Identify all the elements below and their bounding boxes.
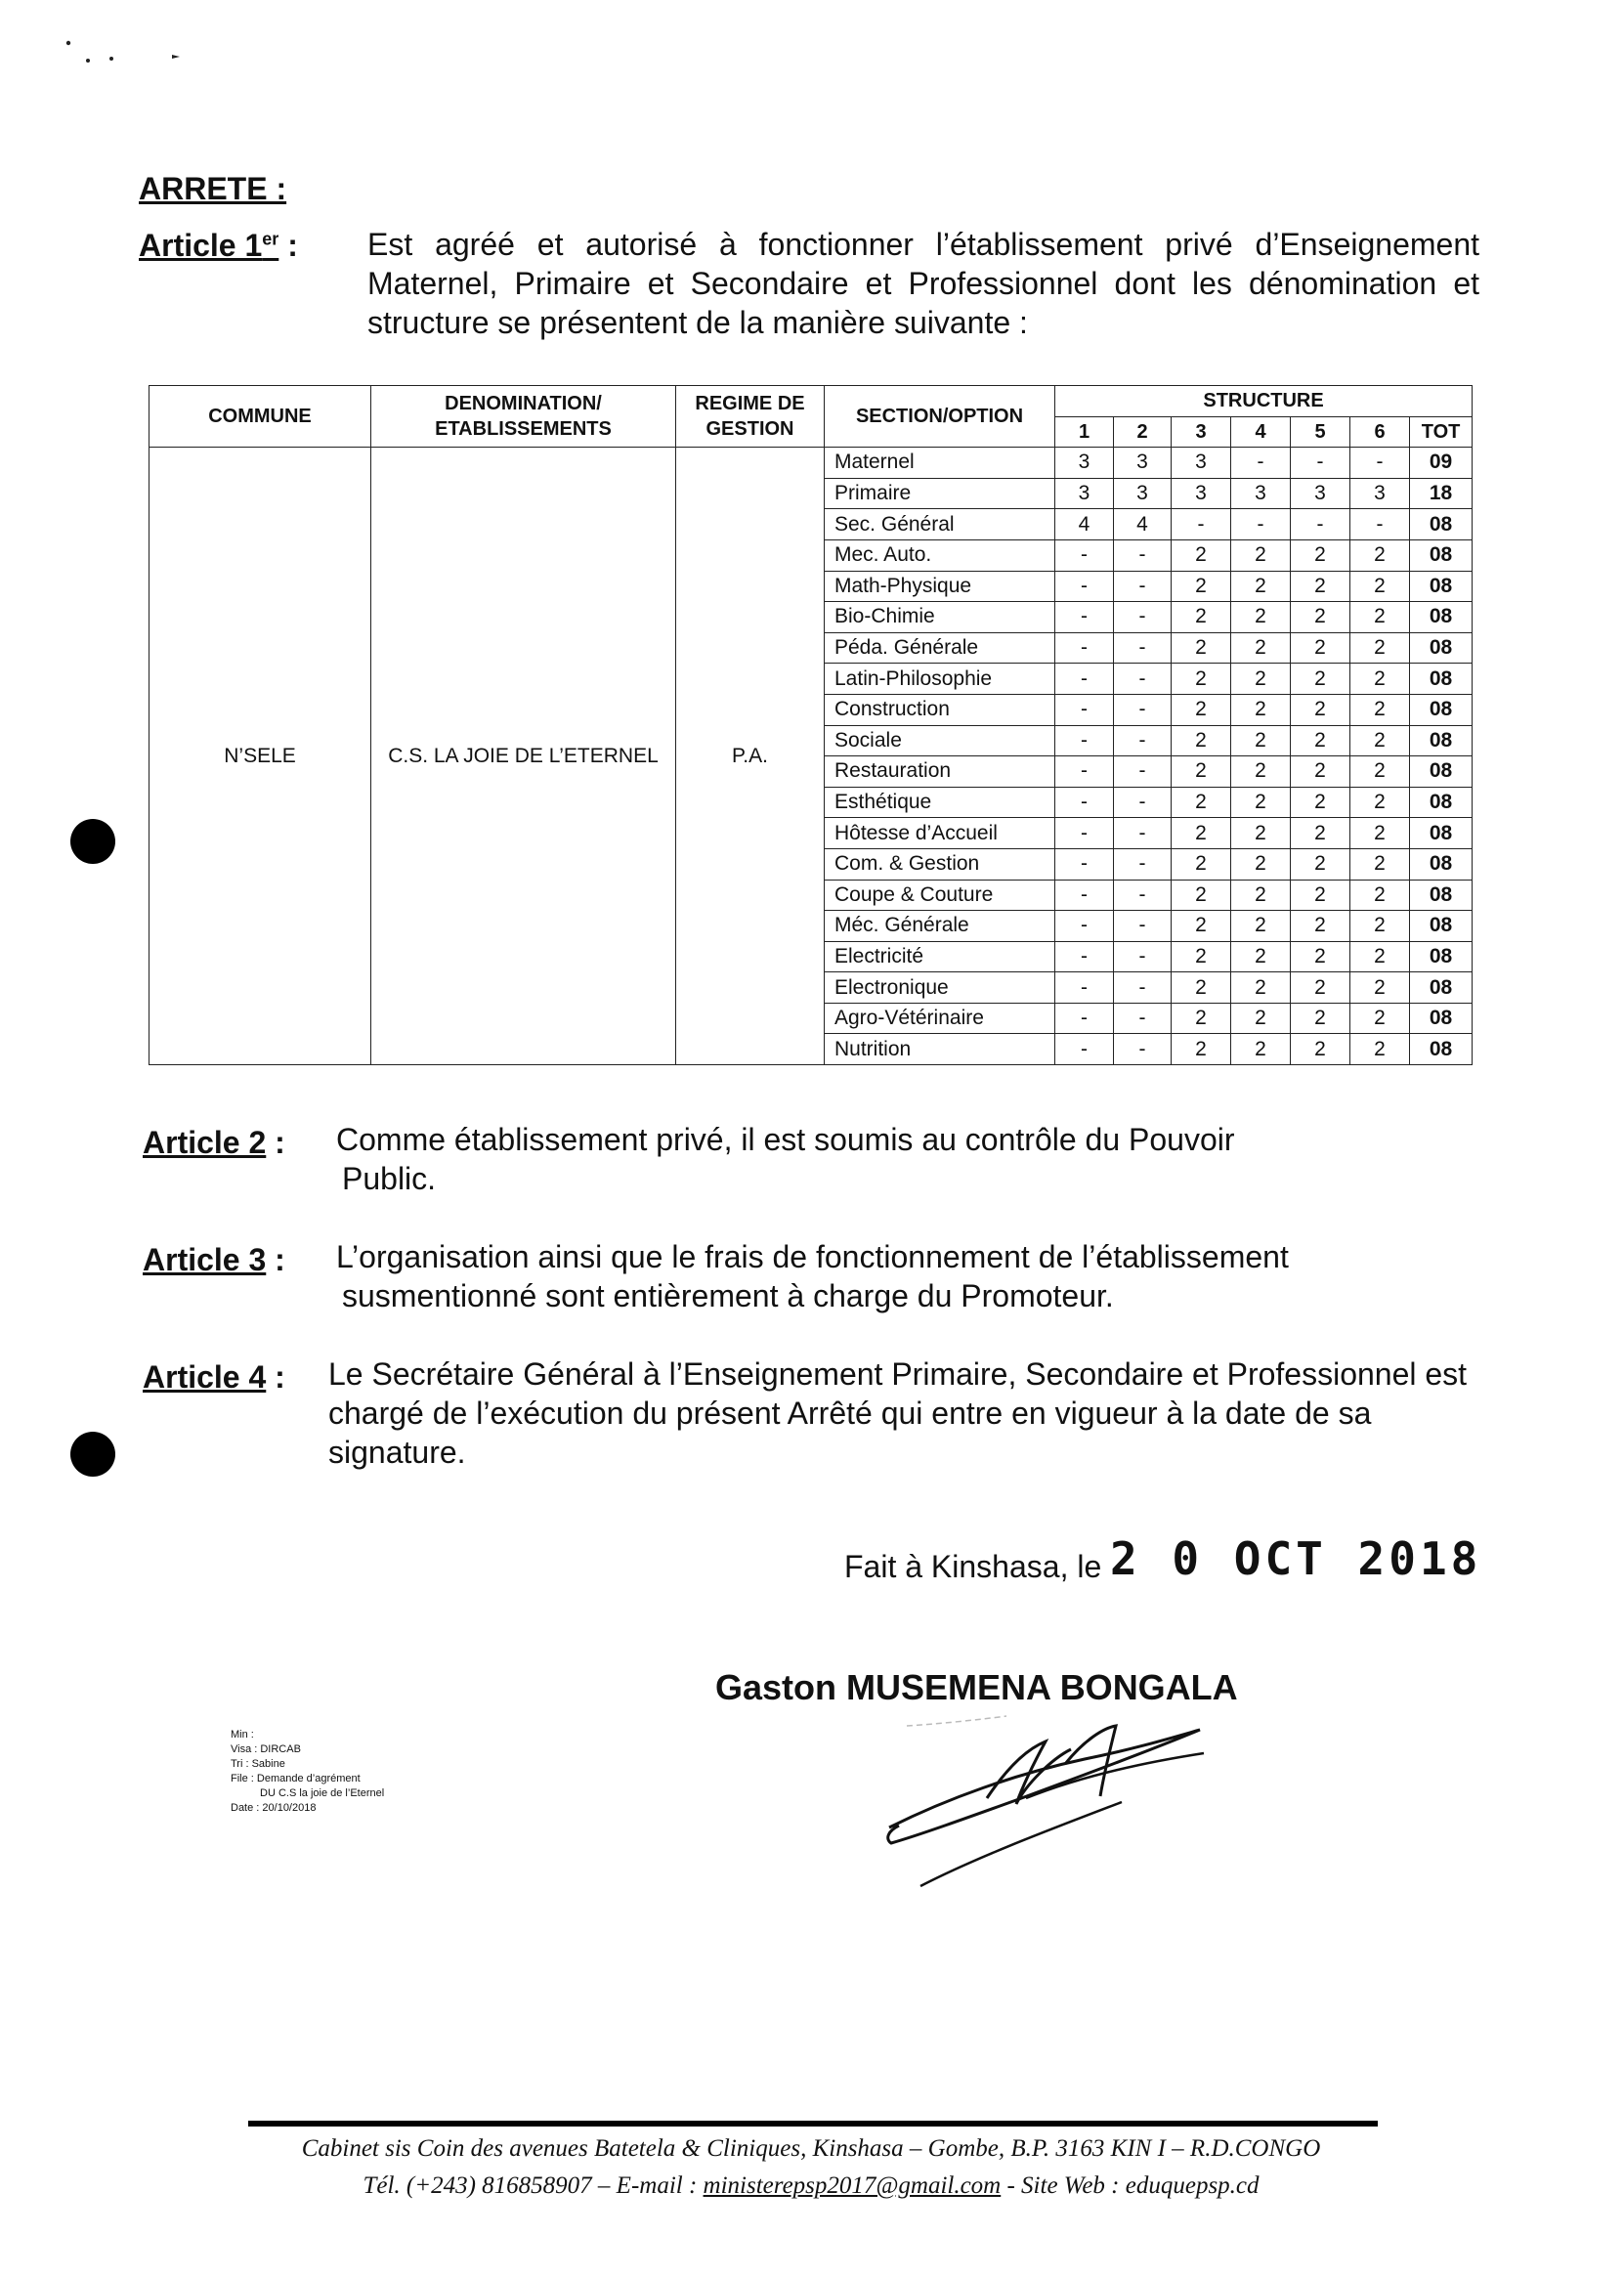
header-regime: [676, 386, 825, 448]
year-4-cell: 2: [1231, 539, 1291, 571]
section-option-cell: Péda. Générale: [825, 632, 1055, 664]
total-cell: 18: [1410, 478, 1473, 509]
year-1-cell: -: [1055, 1003, 1114, 1034]
year-3-cell: 2: [1172, 539, 1231, 571]
year-6-cell: 2: [1350, 1003, 1410, 1034]
section-option-cell: Restauration: [825, 756, 1055, 788]
year-6-cell: 2: [1350, 787, 1410, 818]
year-4-cell: 2: [1231, 880, 1291, 911]
year-5-cell: 2: [1291, 539, 1350, 571]
year-5-cell: 2: [1291, 848, 1350, 880]
year-1-cell: -: [1055, 694, 1114, 725]
section-option-cell: Latin-Philosophie: [825, 664, 1055, 695]
year-4-cell: 3: [1231, 478, 1291, 509]
year-4-cell: 2: [1231, 664, 1291, 695]
year-4-cell: 2: [1231, 632, 1291, 664]
footer-contact: [225, 2168, 1397, 2205]
year-6-cell: 2: [1350, 941, 1410, 972]
year-4-cell: 2: [1231, 571, 1291, 602]
article-1-label: [139, 228, 298, 264]
year-6-cell: 2: [1350, 664, 1410, 695]
article-1-superscript: er: [262, 229, 279, 249]
handwritten-signature: [860, 1681, 1270, 1906]
year-3-cell: 2: [1172, 756, 1231, 788]
footer: [225, 2130, 1397, 2205]
article-4-label: [143, 1359, 285, 1396]
year-6-cell: 3: [1350, 478, 1410, 509]
article-2-line2: Public.: [342, 1161, 437, 1196]
year-2-cell: 3: [1114, 448, 1172, 479]
total-cell: 08: [1410, 632, 1473, 664]
year-1-cell: -: [1055, 756, 1114, 788]
year-5-cell: 2: [1291, 602, 1350, 633]
footer-divider: [248, 2121, 1378, 2127]
year-3-cell: 2: [1172, 818, 1231, 849]
year-1-cell: -: [1055, 571, 1114, 602]
year-6-cell: 2: [1350, 694, 1410, 725]
year-5-cell: 2: [1291, 1003, 1350, 1034]
footer-address: Cabinet sis Coin des avenues Batetela & Cliniques, Kinshasa – Gombe, B.P. 3163 KIN I – R.D.CONGO: [301, 2135, 1321, 2162]
table-row: [150, 448, 1473, 479]
decree-heading: ARRETE :: [139, 171, 287, 206]
year-2-cell: -: [1114, 756, 1172, 788]
article-3-text: [336, 1237, 1411, 1315]
article-1-colon: :: [278, 228, 298, 263]
article-3-line1: L’organisation ainsi que le frais de fonctionnement de l’établissement: [336, 1239, 1289, 1274]
total-cell: 08: [1410, 1003, 1473, 1034]
year-2-cell: -: [1114, 787, 1172, 818]
denomination-cell: C.S. LA JOIE DE L’ETERNEL: [371, 448, 676, 1065]
year-6-cell: 2: [1350, 972, 1410, 1004]
year-6-cell: 2: [1350, 571, 1410, 602]
footer-phone: Tél. (+243) 816858907 – E-mail :: [363, 2172, 704, 2199]
section-option-cell: Hôtesse d’Accueil: [825, 818, 1055, 849]
header-regime-line2: GESTION: [705, 418, 794, 441]
year-3-cell: 3: [1172, 448, 1231, 479]
year-5-cell: 2: [1291, 941, 1350, 972]
year-6-cell: -: [1350, 509, 1410, 540]
article-3-label-text: Article 3: [143, 1242, 267, 1277]
article-1-label-text: Article 1: [139, 228, 263, 263]
year-1-cell: -: [1055, 787, 1114, 818]
year-3-cell: 2: [1172, 972, 1231, 1004]
total-cell: 08: [1410, 571, 1473, 602]
section-option-cell: Bio-Chimie: [825, 602, 1055, 633]
total-cell: 08: [1410, 787, 1473, 818]
year-2-cell: 3: [1114, 478, 1172, 509]
article-3-colon: :: [266, 1242, 285, 1277]
year-3-cell: 2: [1172, 664, 1231, 695]
total-cell: 08: [1410, 1034, 1473, 1065]
year-1-cell: -: [1055, 972, 1114, 1004]
year-1-cell: 3: [1055, 478, 1114, 509]
year-6-cell: 2: [1350, 539, 1410, 571]
section-option-cell: Mec. Auto.: [825, 539, 1055, 571]
year-4-cell: 2: [1231, 694, 1291, 725]
year-6-cell: 2: [1350, 725, 1410, 756]
header-denomination-line2: ETABLISSEMENTS: [435, 418, 612, 441]
year-3-cell: 2: [1172, 911, 1231, 942]
footer-email-link[interactable]: ministerepsp2017@gmail.com: [703, 2172, 1002, 2199]
year-5-cell: -: [1291, 509, 1350, 540]
year-5-cell: 2: [1291, 787, 1350, 818]
punch-hole-mark: [70, 819, 115, 864]
year-5-cell: 2: [1291, 1034, 1350, 1065]
section-option-cell: Primaire: [825, 478, 1055, 509]
article-2-label-text: Article 2: [143, 1125, 267, 1160]
year-3-cell: -: [1172, 509, 1231, 540]
year-2-cell: -: [1114, 632, 1172, 664]
section-option-cell: Construction: [825, 694, 1055, 725]
year-1-cell: -: [1055, 539, 1114, 571]
year-5-cell: -: [1291, 448, 1350, 479]
section-option-cell: Com. & Gestion: [825, 848, 1055, 880]
year-6-cell: 2: [1350, 602, 1410, 633]
total-cell: 08: [1410, 539, 1473, 571]
year-1-cell: -: [1055, 818, 1114, 849]
year-5-cell: 2: [1291, 756, 1350, 788]
year-2-cell: -: [1114, 602, 1172, 633]
total-cell: 08: [1410, 972, 1473, 1004]
year-3-cell: 2: [1172, 632, 1231, 664]
year-4-cell: 2: [1231, 756, 1291, 788]
total-cell: 08: [1410, 941, 1473, 972]
year-5-cell: 2: [1291, 725, 1350, 756]
punch-hole-mark: [70, 1432, 115, 1477]
year-4-cell: 2: [1231, 1003, 1291, 1034]
year-5-cell: 2: [1291, 818, 1350, 849]
structure-table: [149, 385, 1473, 1065]
year-2-cell: -: [1114, 911, 1172, 942]
section-option-cell: Méc. Générale: [825, 911, 1055, 942]
year-3-cell: 2: [1172, 880, 1231, 911]
year-6-cell: 2: [1350, 632, 1410, 664]
note-file: File : Demande d’agrément: [231, 1773, 361, 1784]
year-3-cell: 2: [1172, 848, 1231, 880]
year-2-cell: -: [1114, 1034, 1172, 1065]
year-5-cell: 2: [1291, 880, 1350, 911]
footer-website: - Site Web : eduquepsp.cd: [1001, 2172, 1260, 2199]
signer-name: Gaston MUSEMENA BONGALA: [715, 1667, 1238, 1707]
year-4-cell: 2: [1231, 1034, 1291, 1065]
total-cell: 08: [1410, 509, 1473, 540]
year-1-cell: -: [1055, 848, 1114, 880]
year-1-cell: 4: [1055, 509, 1114, 540]
header-year-4: 4: [1231, 416, 1291, 448]
header-year-2: 2: [1114, 416, 1172, 448]
section-option-cell: Esthétique: [825, 787, 1055, 818]
year-5-cell: 2: [1291, 972, 1350, 1004]
year-3-cell: 2: [1172, 941, 1231, 972]
year-4-cell: 2: [1231, 911, 1291, 942]
total-cell: 08: [1410, 911, 1473, 942]
header-year-5: 5: [1291, 416, 1350, 448]
year-1-cell: -: [1055, 664, 1114, 695]
note-file-detail: DU C.S la joie de l’Eternel: [260, 1787, 385, 1799]
year-5-cell: 2: [1291, 694, 1350, 725]
regime-cell: P.A.: [676, 448, 825, 1065]
article-2-text: [336, 1120, 1313, 1198]
year-1-cell: -: [1055, 725, 1114, 756]
total-cell: 08: [1410, 818, 1473, 849]
year-4-cell: 2: [1231, 972, 1291, 1004]
year-2-cell: -: [1114, 972, 1172, 1004]
year-6-cell: -: [1350, 448, 1410, 479]
article-4-label-text: Article 4: [143, 1359, 267, 1395]
year-1-cell: 3: [1055, 448, 1114, 479]
note-tri: Tri : Sabine: [231, 1758, 285, 1770]
year-4-cell: -: [1231, 509, 1291, 540]
article-3-label: [143, 1242, 285, 1278]
year-3-cell: 2: [1172, 725, 1231, 756]
year-2-cell: -: [1114, 880, 1172, 911]
article-4-colon: :: [266, 1359, 285, 1395]
section-option-cell: Agro-Vétérinaire: [825, 1003, 1055, 1034]
year-3-cell: 2: [1172, 1003, 1231, 1034]
total-cell: 09: [1410, 448, 1473, 479]
place-of-signing: Fait à Kinshasa, le: [844, 1549, 1102, 1584]
year-6-cell: 2: [1350, 1034, 1410, 1065]
section-option-cell: Electronique: [825, 972, 1055, 1004]
year-6-cell: 2: [1350, 880, 1410, 911]
total-cell: 08: [1410, 694, 1473, 725]
year-1-cell: -: [1055, 911, 1114, 942]
year-6-cell: 2: [1350, 848, 1410, 880]
header-total: TOT: [1410, 416, 1473, 448]
year-2-cell: -: [1114, 941, 1172, 972]
year-2-cell: -: [1114, 1003, 1172, 1034]
year-5-cell: 3: [1291, 478, 1350, 509]
section-option-cell: Electricité: [825, 941, 1055, 972]
scan-specks: [63, 39, 199, 78]
year-1-cell: -: [1055, 632, 1114, 664]
section-option-cell: Math-Physique: [825, 571, 1055, 602]
year-5-cell: 2: [1291, 571, 1350, 602]
total-cell: 08: [1410, 880, 1473, 911]
year-2-cell: -: [1114, 848, 1172, 880]
header-structure: STRUCTURE: [1055, 386, 1473, 417]
year-2-cell: -: [1114, 664, 1172, 695]
header-year-1: 1: [1055, 416, 1114, 448]
year-1-cell: -: [1055, 941, 1114, 972]
article-2-line1: Comme établissement privé, il est soumis au contrôle du Pouvoir: [336, 1122, 1235, 1157]
year-1-cell: -: [1055, 880, 1114, 911]
article-2-label: [143, 1125, 285, 1161]
section-option-cell: Sec. Général: [825, 509, 1055, 540]
year-4-cell: 2: [1231, 818, 1291, 849]
section-option-cell: Nutrition: [825, 1034, 1055, 1065]
administrative-notes: [231, 1728, 384, 1816]
header-denomination-line1: DENOMINATION/: [445, 393, 602, 415]
article-1-text: Est agréé et autorisé à fonctionner l’établissement privé d’Enseignement Maternel, Primaire et Secondaire et Professionnel dont les dénomination et structure se présentent de la manière suivante :: [367, 227, 1479, 340]
article-4-text: Le Secrétaire Général à l’Enseignement Primaire, Secondaire et Professionnel est chargé de l’exécution du présent Arrêté qui entre en vigueur à la date de sa signature.: [328, 1356, 1468, 1470]
section-option-cell: Maternel: [825, 448, 1055, 479]
year-1-cell: -: [1055, 602, 1114, 633]
header-commune: COMMUNE: [150, 386, 371, 448]
total-cell: 08: [1410, 756, 1473, 788]
header-denomination: [371, 386, 676, 448]
note-min: Min :: [231, 1729, 254, 1741]
year-3-cell: 2: [1172, 694, 1231, 725]
year-2-cell: -: [1114, 818, 1172, 849]
year-4-cell: 2: [1231, 848, 1291, 880]
year-3-cell: 2: [1172, 571, 1231, 602]
year-5-cell: 2: [1291, 632, 1350, 664]
year-5-cell: 2: [1291, 911, 1350, 942]
note-visa: Visa : DIRCAB: [231, 1743, 301, 1755]
year-4-cell: 2: [1231, 602, 1291, 633]
year-6-cell: 2: [1350, 756, 1410, 788]
total-cell: 08: [1410, 602, 1473, 633]
section-option-cell: Coupe & Couture: [825, 880, 1055, 911]
header-regime-line1: REGIME DE: [695, 393, 805, 415]
header-year-3: 3: [1172, 416, 1231, 448]
header-section: SECTION/OPTION: [825, 386, 1055, 448]
article-3-line2: susmentionné sont entièrement à charge du Promoteur.: [342, 1278, 1114, 1313]
year-6-cell: 2: [1350, 911, 1410, 942]
commune-cell: N’SELE: [150, 448, 371, 1065]
total-cell: 08: [1410, 848, 1473, 880]
year-4-cell: 2: [1231, 787, 1291, 818]
total-cell: 08: [1410, 725, 1473, 756]
year-3-cell: 2: [1172, 602, 1231, 633]
year-3-cell: 2: [1172, 787, 1231, 818]
header-year-6: 6: [1350, 416, 1410, 448]
section-option-cell: Sociale: [825, 725, 1055, 756]
year-4-cell: 2: [1231, 941, 1291, 972]
article-2-colon: :: [266, 1125, 285, 1160]
note-date: Date : 20/10/2018: [231, 1802, 317, 1814]
year-4-cell: 2: [1231, 725, 1291, 756]
year-5-cell: 2: [1291, 664, 1350, 695]
year-3-cell: 2: [1172, 1034, 1231, 1065]
structure-table-body: [150, 448, 1473, 1065]
year-2-cell: -: [1114, 725, 1172, 756]
year-2-cell: 4: [1114, 509, 1172, 540]
year-2-cell: -: [1114, 539, 1172, 571]
date-stamp: 2 0 OCT 2018: [1110, 1532, 1482, 1585]
year-1-cell: -: [1055, 1034, 1114, 1065]
year-4-cell: -: [1231, 448, 1291, 479]
year-2-cell: -: [1114, 694, 1172, 725]
total-cell: 08: [1410, 664, 1473, 695]
year-3-cell: 3: [1172, 478, 1231, 509]
year-6-cell: 2: [1350, 818, 1410, 849]
year-2-cell: -: [1114, 571, 1172, 602]
